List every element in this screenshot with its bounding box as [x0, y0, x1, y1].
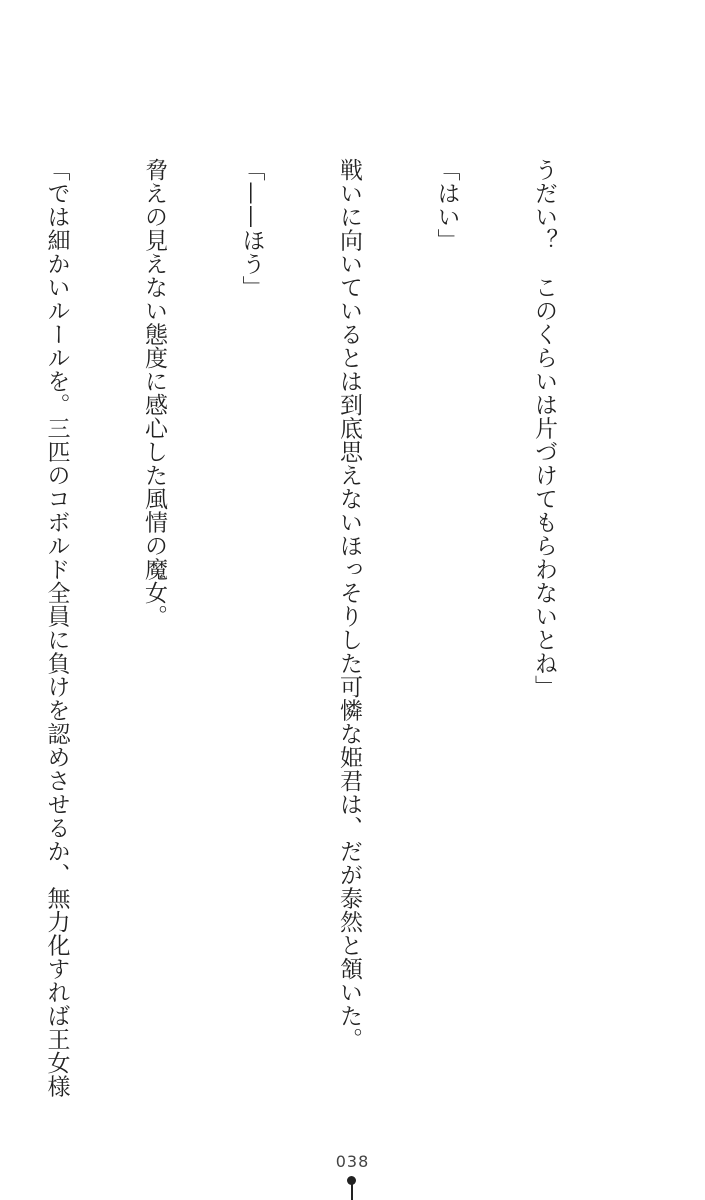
text-line: 「——ほう」 [238, 158, 265, 299]
page-marker-stem [351, 1184, 353, 1200]
text-line: 脅えの見えない態度に感心した風情の魔女。 [141, 158, 167, 628]
text-line: うだい？ このくらいは片づけてもらわないとね」 [531, 158, 557, 699]
page-number: 038 [335, 1152, 370, 1171]
text-line: 「では細かいルールを。三匹のコボルド全員に負けを認めさせるか、無力化すれば王女様 [43, 158, 70, 1098]
text-line: 「はい」 [433, 158, 460, 252]
text-line: 戦いに向いているとは到底思えないほっそりした可憐な姫君は、だが泰然と頷いた。 [336, 158, 362, 1051]
body-text [0, 158, 625, 1098]
